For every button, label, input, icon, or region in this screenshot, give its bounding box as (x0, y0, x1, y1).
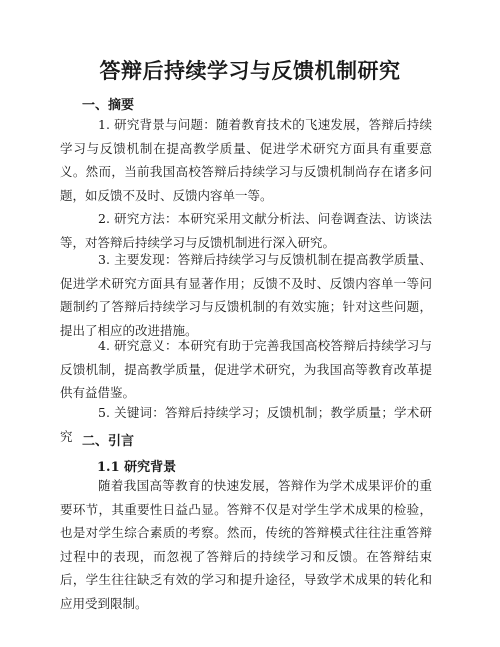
document-title: 答辩后持续学习与反馈机制研究 (99, 59, 401, 83)
subsection-heading-background: 1.1 研究背景 (97, 460, 177, 475)
abstract-paragraph-significance: 4. 研究意义：本研究有助于完善我国高校答辩后持续学习与反馈机制，提高教学质量，促进学术研究，为我国高等教育改革提供有益借鉴。 (60, 338, 432, 400)
abstract-paragraph-methods: 2. 研究方法：本研究采用文献分析法、问卷调查法、访谈法等，对答辩后持续学习与反馈机制进行深入研究。 (60, 211, 432, 250)
introduction-paragraph: 随着我国高等教育的快速发展，答辩作为学术成果评价的重要环节，其重要性日益凸显。答辩不仅是对学生学术成果的检验，也是对学生综合素质的考察。然而，传统的答辩模式往往注重答辩过程中的表现，而忽视了答辩后的持续学习和反馈。在答辩结束后，学生往往缺乏有效的学习和提升途径，导致学术成果的转化和应用受到限制。 (60, 478, 432, 611)
abstract-paragraph-background: 1. 研究背景与问题：随着教育技术的飞速发展，答辩后持续学习与反馈机制在提高教学质量、促进学术研究方面具有重要意义。然而，当前我国高校答辩后持续学习与反馈机制尚存在诸多问题，如反馈不及时、反馈内容单一等。 (60, 117, 432, 203)
section-heading-introduction: 二、引言 (82, 434, 135, 449)
section-heading-abstract: 一、摘要 (82, 98, 135, 113)
abstract-paragraph-keywords: 5. 关键词：答辩后持续学习；反馈机制；教学质量；学术研究 (60, 405, 432, 444)
abstract-paragraph-findings: 3. 主要发现：答辩后持续学习与反馈机制在提高教学质量、促进学术研究方面具有显著作用；反馈不及时、反馈内容单一等问题制约了答辩后持续学习与反馈机制的有效实施；针对这些问题，提出了相应的改进措施。 (60, 252, 432, 338)
